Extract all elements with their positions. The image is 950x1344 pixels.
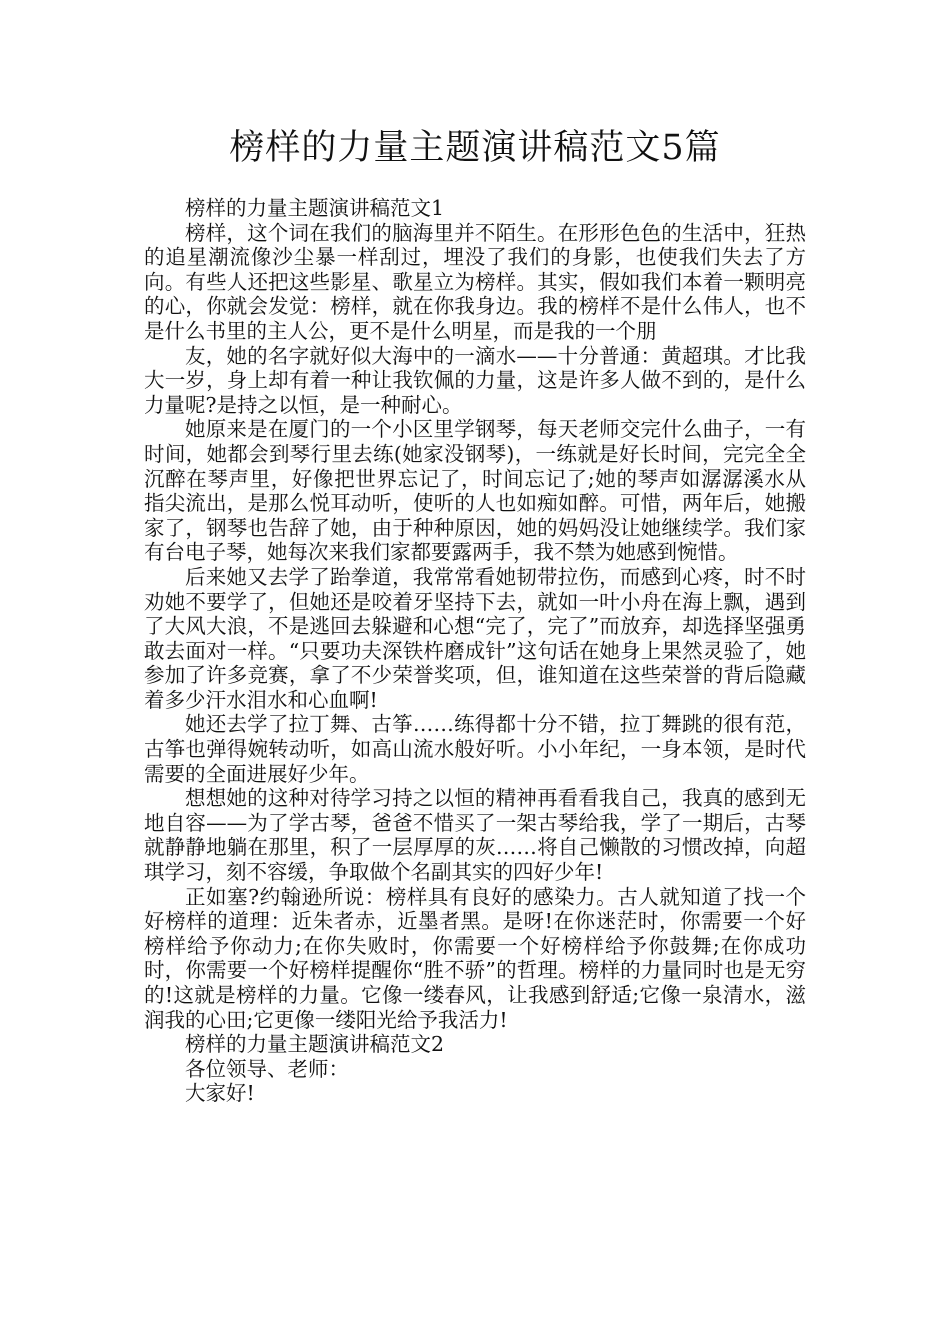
paragraph: 后来她又去学了跆拳道，我常常看她韧带拉伤，而感到心疼，时不时劝她不要学了，但她还是咬着牙坚持下去，就如一叶小舟在海上飘，遇到了大风大浪，不是逃回去躲避和心想“完了，完了”而放弃，却选择坚强勇敢去面对一样。“只要功夫深铁杵磨成针”这句话在她身上果然灵验了，她参加了许多竞赛，拿了不少荣誉奖项，但，谁知道在这些荣誉的背后隐藏着多少汗水泪水和心血啊! bbox=[144, 564, 806, 712]
page-title: 榜样的力量主题演讲稿范文5篇 bbox=[229, 128, 721, 168]
greeting: 大家好! bbox=[185, 1081, 255, 1106]
paragraph: 她原来是在厦门的一个小区里学钢琴，每天老师交完什么曲子，一有时间，她都会到琴行里去练(她家没钢琴)，一练就是好长时间，完完全全沉醉在琴声里，好像把世界忘记了，时间忘记了;她的琴声如潺潺溪水从指尖流出，是那么悦耳动听，使听的人也如痴如醉。可惜，两年后，她搬家了，钢琴也告辞了她，由于种种原因，她的妈妈没让她继续学。我们家有台电子琴，她每次来我们家都要露两手，我不禁为她感到惋惜。 bbox=[144, 417, 806, 565]
section-heading-2: 榜样的力量主题演讲稿范文2 bbox=[185, 1032, 445, 1057]
paragraph: 友，她的名字就好似大海中的一滴水——十分普通：黄超琪。才比我大一岁，身上却有着一种让我钦佩的力量，这是许多人做不到的，是什么力量呢?是持之以恒，是一种耐心。 bbox=[144, 343, 806, 417]
section-heading-1: 榜样的力量主题演讲稿范文1 bbox=[185, 196, 445, 220]
document-body bbox=[144, 196, 806, 1106]
paragraph: 正如塞?约翰逊所说：榜样具有良好的感染力。古人就知道了找一个好榜样的道理：近朱者赤，近墨者黑。是呀!在你迷茫时，你需要一个好榜样给予你动力;在你失败时，你需要一个好榜样给予你鼓舞;在你成功时，你需要一个好榜样提醒你“胜不骄”的哲理。榜样的力量同时也是无穷的!这就是榜样的力量。它像一缕春风，让我感到舒适;它像一泉清水，滋润我的心田;它更像一缕阳光给予我活力! bbox=[144, 884, 806, 1032]
paragraph: 她还去学了拉丁舞、古筝……练得都十分不错，拉丁舞跳的很有范，古筝也弹得婉转动听，如高山流水般好听。小小年纪，一身本领，是时代需要的全面进展好少年。 bbox=[144, 712, 806, 786]
paragraph: 榜样，这个词在我们的脑海里并不陌生。在形形色色的生活中，狂热的追星潮流像沙尘暴一样刮过，埋没了我们的身影，也使我们失去了方向。有些人还把这些影星、歌星立为榜样。其实，假如我们本着一颗明亮的心，你就会发觉：榜样，就在你我身边。我的榜样不是什么伟人，也不是什么书里的主人公，更不是什么明星，而是我的一个朋 bbox=[144, 220, 806, 343]
salutation: 各位领导、老师： bbox=[185, 1056, 349, 1081]
paragraph: 想想她的这种对待学习持之以恒的精神再看看我自己，我真的感到无地自容——为了学古琴，爸爸不惜买了一架古琴给我，学了一期后，古琴就静静地躺在那里，积了一层厚厚的灰……将自己懒散的习惯改掉，向超琪学习，刻不容缓，争取做个名副其实的四好少年! bbox=[144, 786, 806, 885]
